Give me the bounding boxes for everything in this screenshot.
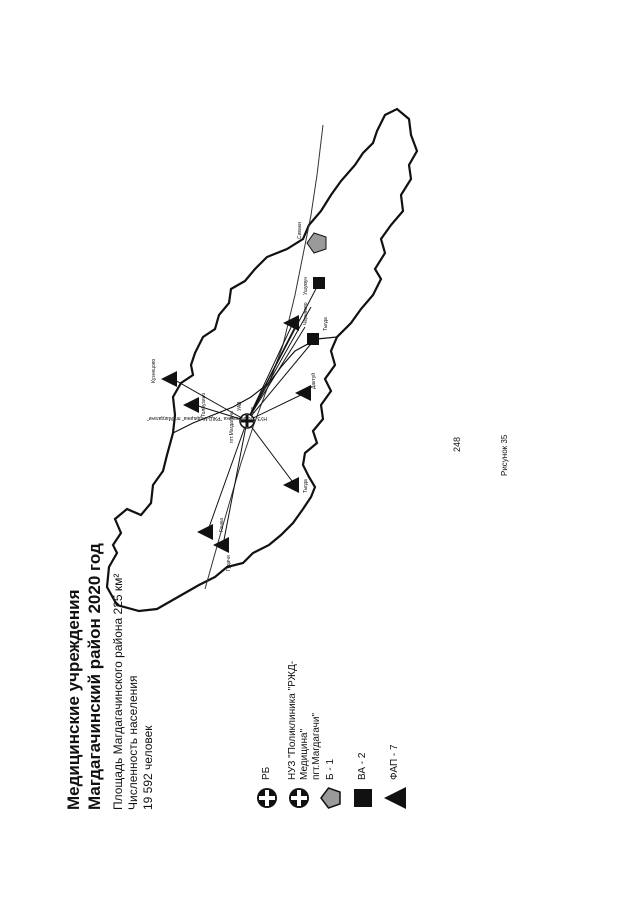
figure-caption: Рисунок 35 [500, 434, 509, 476]
label-center-small: УАВ [237, 401, 243, 411]
label-dattyi: Дактуй [311, 372, 317, 389]
label-tygda: Тыгда [323, 317, 329, 331]
label-tygda-south: Тыгда [303, 479, 309, 493]
label-center: пгт.Магдагачи [229, 411, 235, 443]
area-text: Площадь Магдагачинского района 225 км² [111, 573, 125, 810]
va-ushumun-marker [313, 277, 325, 289]
legend-label: Б - 1 [325, 758, 336, 780]
fap-chernyaevo-marker [283, 315, 299, 331]
label-gonzha: Гонжа [219, 517, 225, 532]
label-gudachi: Гудачи [226, 555, 232, 571]
fap-tolbuzino-marker [183, 397, 199, 413]
fap-markers [161, 315, 311, 553]
label-ushumun: Ушумун [303, 276, 309, 295]
title-line-1: Медицинские учреждения [64, 589, 83, 810]
label-chernyaevo: Черняево [303, 302, 309, 325]
label-center-code: РБ [251, 406, 257, 413]
legend-label: НУЗ "Поликлиника "РЖД-Медицина" пгт.Магдагачи" [287, 660, 322, 780]
label-tolbuzino: Толбузино [201, 392, 207, 417]
title-line-2: Магдагачинский район 2020 год [85, 543, 104, 810]
population-label: Численность населения [126, 675, 140, 810]
fap-gonzha-marker [197, 524, 213, 540]
va-tygda-marker [307, 333, 319, 345]
label-center-inst: НУЗ "Поликлиника "РЖД-Медицина" пгт.Магдагачи" [146, 415, 267, 421]
population-value: 19 592 человек [141, 725, 155, 810]
legend-label: РБ [261, 766, 272, 780]
b-sivaki-marker [307, 233, 326, 253]
district-map [55, 105, 435, 815]
label-kuznetsovo: Кузнецово [151, 358, 157, 383]
map-figure [55, 105, 435, 815]
fap-kuznetsovo-marker [161, 371, 177, 387]
legend-label: ВА - 2 [357, 752, 368, 780]
fap-dattyi-marker [295, 385, 311, 401]
label-sivaki: Сиваки [297, 222, 303, 239]
page-number: 248 [452, 436, 462, 452]
legend-label: ФАП - 7 [389, 744, 400, 780]
